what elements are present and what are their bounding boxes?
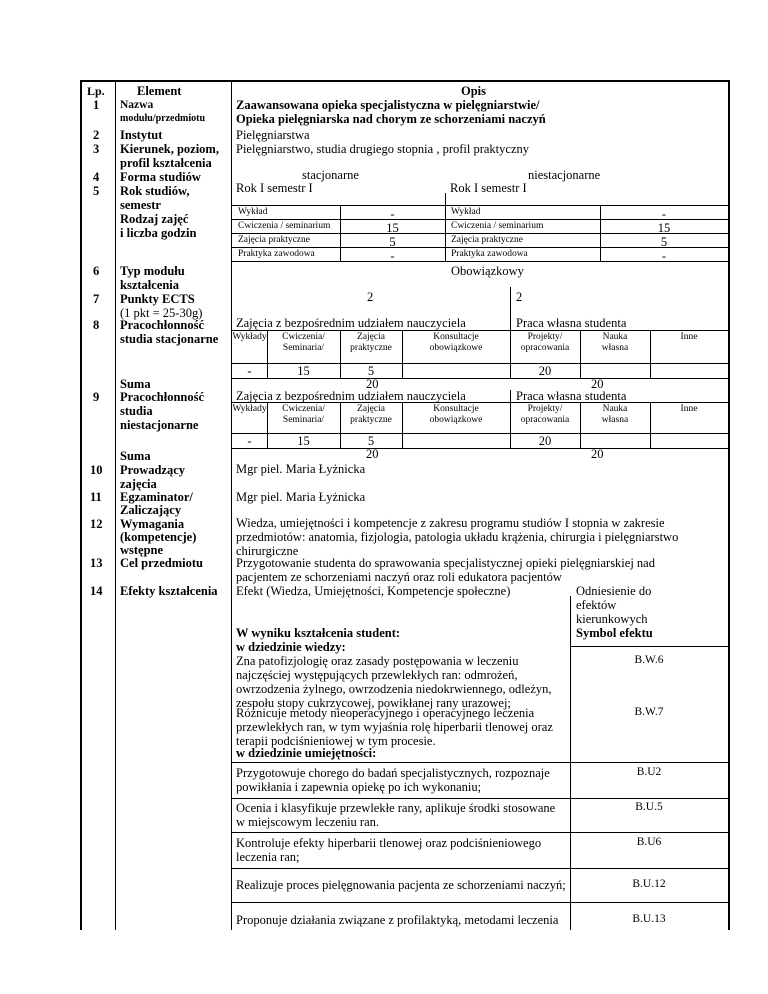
label-suma-2: Suma — [120, 449, 151, 463]
row-number-13: 13 — [90, 556, 103, 570]
effect-w1-line-1: Zna patofizjologię oraz zasady postępowania w leczeniu — [236, 654, 519, 668]
wn-kons-h: Konsultacje — [433, 404, 479, 414]
effect-u3-code: B.U6 — [636, 836, 662, 848]
ects-stac: 2 — [367, 290, 374, 304]
label-instytut: Instytut — [120, 128, 163, 142]
row-number-12: 12 — [90, 517, 103, 531]
wn-zaj-h: Zajęcia — [357, 404, 385, 414]
kierunek-value: Pielęgniarstwo, studia drugiego stopnia , profil praktyczny — [236, 142, 529, 156]
workload-stac-wlasna: Praca własna studenta — [516, 316, 627, 330]
hours-stac-wyklad: - — [390, 207, 395, 221]
effect-u1-code: B.U2 — [636, 766, 662, 778]
hours-n-cw-label: Cwiczenia / seminarium — [451, 221, 544, 231]
wymagania-line-1: Wiedza, umiejętności i kompetencje z zakresu programu studiów I stopnia w zakresie — [236, 516, 665, 530]
row-number-2: 2 — [93, 128, 100, 142]
wn-cw-val: 15 — [297, 434, 310, 448]
workload-niestac-wlasna: Praca własna studenta — [516, 389, 627, 403]
ws-zaj-val: 5 — [367, 364, 375, 378]
wn-suma-bezp: 20 — [366, 447, 379, 461]
effects-wynik: W wyniku kształcenia student: — [236, 626, 401, 640]
row-number-4: 4 — [93, 170, 100, 184]
effect-w2-code: B.W.7 — [634, 706, 664, 718]
wymagania-line-3: chirurgiczne — [236, 544, 299, 558]
wn-cw-h2: Seminaria/ — [282, 415, 325, 425]
hours-stac-pz: - — [390, 249, 395, 263]
effect-w2-line-3: terapii podciśnieniowej w tym procesie. — [236, 734, 436, 748]
label-prac-n-3: niestacjonarne — [120, 418, 199, 432]
label-egz: Egzaminator/ — [120, 490, 193, 504]
wn-wyklady-h: Wykłady — [232, 404, 267, 414]
wn-inne-h: Inne — [680, 404, 698, 414]
ws-kons-h: Konsultacje — [433, 332, 479, 342]
label-rok-2: semestr — [120, 198, 161, 212]
label-kierunek: Kierunek, poziom, — [120, 142, 219, 156]
row-number-8: 8 — [93, 318, 100, 332]
ws-proj-val: 20 — [538, 364, 552, 378]
ects-niestac: 2 — [516, 290, 523, 304]
row-number-14: 14 — [90, 584, 103, 598]
row-number-10: 10 — [90, 463, 103, 477]
header-element: Element — [137, 84, 182, 98]
label-prow: Prowadzący — [120, 463, 186, 477]
label-kierunek-2: profil kształcenia — [120, 156, 212, 170]
effect-u2-line-2: w miejscowym leczeniu ran. — [236, 815, 380, 829]
ws-proj-h2: opracowania — [520, 343, 570, 353]
ws-zaj-h: Zajęcia — [357, 332, 385, 342]
label-nazwa-2: modułu/przedmiotu — [120, 113, 206, 124]
header-lp: Lp. — [87, 84, 105, 98]
hours-stac-cw: 15 — [386, 221, 399, 235]
label-nazwa: Nazwa — [120, 99, 154, 111]
forma-stacjonarne: stacjonarne — [302, 168, 359, 182]
wn-nauka-h2: własna — [601, 415, 629, 425]
label-prac-n: Pracochłonność — [120, 390, 205, 404]
effect-w2-line-2: przewlekłych ran, w tym wyjaśnia rolę hiperbarii tlenowej oraz — [236, 720, 553, 734]
effect-u5-line-1: Proponuje działania związane z profilaktyką, metodami leczenia — [236, 913, 559, 927]
hours-n-zp-label: Zajęcia praktyczne — [451, 235, 523, 245]
effect-w2-line-1: Różnicuje metody nieoperacyjnego i operacyjnego leczenia — [236, 706, 535, 720]
effect-w1-code: B.W.6 — [634, 654, 664, 666]
hours-n-wyklad-label: Wykład — [451, 207, 481, 217]
effect-w1-line-3: owrzodzenia żylnego, owrzodzenia niedokrwiennego, odleżyn, — [236, 682, 552, 696]
ws-wyklady-h: Wykłady — [232, 332, 267, 342]
ws-suma-wlasna: 20 — [591, 377, 604, 391]
hours-zp-label: Zajęcia praktyczne — [238, 235, 310, 245]
hours-niestac-cw: 15 — [657, 221, 671, 235]
label-rodzaj-2: i liczba godzin — [120, 226, 197, 240]
effect-w1-line-4: zespołu stopy cukrzycowej, powikłanej rany urazowej; — [236, 696, 511, 710]
wn-zaj-val: 5 — [367, 434, 375, 448]
label-prow-2: zajęcia — [120, 477, 157, 491]
hours-niestac-pz: - — [661, 249, 667, 263]
effects-wiedza-heading: w dziedzinie wiedzy: — [236, 640, 346, 654]
workload-stac-bezp: Zajęcia z bezpośrednim udziałem nauczyciela — [236, 316, 466, 330]
ws-cw-val: 15 — [297, 364, 310, 378]
hours-pz-label: Praktyka zawodowa — [238, 249, 315, 259]
row-number-3: 3 — [93, 142, 100, 156]
ws-nauka-h2: własna — [601, 343, 629, 353]
ws-cw-h: Cwiczenia/ — [282, 332, 325, 342]
row-number-1: 1 — [93, 98, 100, 112]
label-prac-s: Pracochłonność — [120, 318, 205, 332]
forma-niestacjonarne: niestacjonarne — [528, 168, 601, 182]
rok-niestac-value: Rok I semestr I — [450, 181, 527, 195]
row-number-9: 9 — [93, 390, 100, 404]
wn-zaj-h2: praktyczne — [350, 415, 392, 425]
wn-proj-val: 20 — [538, 434, 552, 448]
label-cel: Cel przedmiotu — [120, 556, 203, 570]
wn-wyk-val: - — [247, 434, 252, 448]
hours-n-pz-label: Praktyka zawodowa — [451, 249, 528, 259]
header-opis: Opis — [461, 84, 487, 98]
effects-symbol-header: Symbol efektu — [576, 626, 653, 640]
label-ects-2: (1 pkt = 25-30g) — [120, 306, 203, 320]
ws-kons-h2: obowiązkowe — [429, 343, 483, 353]
hours-niestac-zp: 5 — [660, 235, 668, 249]
label-typ-2: kształcenia — [120, 278, 180, 292]
instytut-value: Pielęgniarstwa — [236, 128, 310, 142]
effects-odn-3: kierunkowych — [576, 612, 648, 626]
label-prac-n-2: studia — [120, 404, 153, 418]
ws-wyk-val: - — [247, 364, 252, 378]
effects-header: Efekt (Wiedza, Umiejętności, Kompetencje społeczne) — [236, 584, 511, 598]
effect-u5-code: B.U.13 — [632, 913, 666, 925]
ws-inne-h: Inne — [680, 332, 698, 342]
effect-u4-code: B.U.12 — [632, 878, 666, 890]
ws-cw-h2: Seminaria/ — [282, 343, 325, 353]
hours-cw-label: Cwiczenia / seminarium — [238, 221, 331, 231]
label-typ: Typ modułu — [120, 264, 185, 278]
module-title-2: Opieka pielęgniarska nad chorym ze schorzeniami naczyń — [236, 112, 546, 126]
effect-u2-line-1: Ocenia i klasyfikuje przewlekłe rany, aplikuje środki stosowane — [236, 801, 556, 815]
workload-niestac-bezp: Zajęcia z bezpośrednim udziałem nauczyciela — [236, 389, 466, 403]
rok-stac-value: Rok I semestr I — [236, 181, 313, 195]
ws-proj-h: Projekty/ — [527, 332, 563, 342]
label-wym: Wymagania — [120, 517, 185, 531]
cel-line-1: Przygotowanie studenta do sprawowania specjalistycznej opieki pielęgniarskiej nad — [236, 556, 655, 570]
label-wym-2: (kompetencje) — [120, 530, 197, 544]
effects-odn-1: Odniesienie do — [576, 584, 652, 598]
hours-stac-zp: 5 — [389, 235, 396, 249]
label-suma-1: Suma — [120, 377, 151, 391]
effect-w1-line-2: najczęściej występujących przewlekłych ran: odmrożeń, — [236, 668, 518, 682]
ws-zaj-h2: praktyczne — [350, 343, 392, 353]
label-ects: Punkty ECTS — [120, 292, 195, 306]
typ-value: Obowiązkowy — [451, 264, 524, 278]
row-number-6: 6 — [93, 264, 100, 278]
label-efekty: Efekty kształcenia — [120, 584, 218, 598]
hours-wyklad-label: Wykład — [238, 207, 268, 217]
label-rok: Rok studiów, — [120, 184, 190, 198]
wn-suma-wlasna: 20 — [591, 447, 604, 461]
row-number-7: 7 — [93, 292, 100, 306]
effects-odn-2: efektów — [576, 598, 617, 612]
wn-nauka-h: Nauka — [602, 404, 628, 414]
effect-u3-line-1: Kontroluje efekty hiperbarii tlenowej oraz podciśnieniowego — [236, 836, 542, 850]
cel-line-2: pacjentem ze schorzeniami naczyń oraz roli edukatora pacjentów — [236, 570, 562, 584]
row-number-5: 5 — [93, 184, 100, 198]
ws-suma-bezp: 20 — [366, 377, 379, 391]
label-wym-3: wstępne — [120, 543, 164, 557]
wn-kons-h2: obowiązkowe — [429, 415, 483, 425]
effect-u2-code: B.U.5 — [635, 801, 663, 813]
label-egz-2: Zaliczający — [120, 503, 182, 517]
wn-proj-h2: opracowania — [520, 415, 570, 425]
prowadzacy-value: Mgr piel. Maria Łyżnicka — [236, 462, 366, 476]
wn-cw-h: Cwiczenia/ — [282, 404, 325, 414]
effect-u1-line-2: powikłania i zapewnia opiekę po ich wykonaniu; — [236, 780, 482, 794]
wymagania-line-2: przedmiotów: anatomia, fizjologia, patologia układu krążenia, chirurgia i pielęgniarstwo — [236, 530, 679, 544]
effect-u3-line-2: leczenia ran; — [236, 850, 300, 864]
ws-nauka-h: Nauka — [602, 332, 628, 342]
effects-umiejetnosci-heading: w dziedzinie umiejętności: — [236, 746, 377, 760]
effect-u1-line-1: Przygotowuje chorego do badań specjalistycznych, rozpoznaje — [236, 766, 550, 780]
effect-u4-line-1: Realizuje proces pielęgnowania pacjenta ze schorzeniami naczyń; — [236, 878, 566, 892]
label-forma: Forma studiów — [120, 170, 201, 184]
row-number-11: 11 — [90, 490, 102, 504]
wn-proj-h: Projekty/ — [527, 404, 563, 414]
module-title-1: Zaawansowana opieka specjalistyczna w pielęgniarstwie/ — [236, 98, 540, 112]
hours-niestac-wyklad: - — [661, 207, 667, 221]
label-prac-s-2: studia stacjonarne — [120, 332, 219, 346]
label-rodzaj: Rodzaj zajęć — [120, 212, 189, 226]
egzaminator-value: Mgr piel. Maria Łyżnicka — [236, 490, 366, 504]
